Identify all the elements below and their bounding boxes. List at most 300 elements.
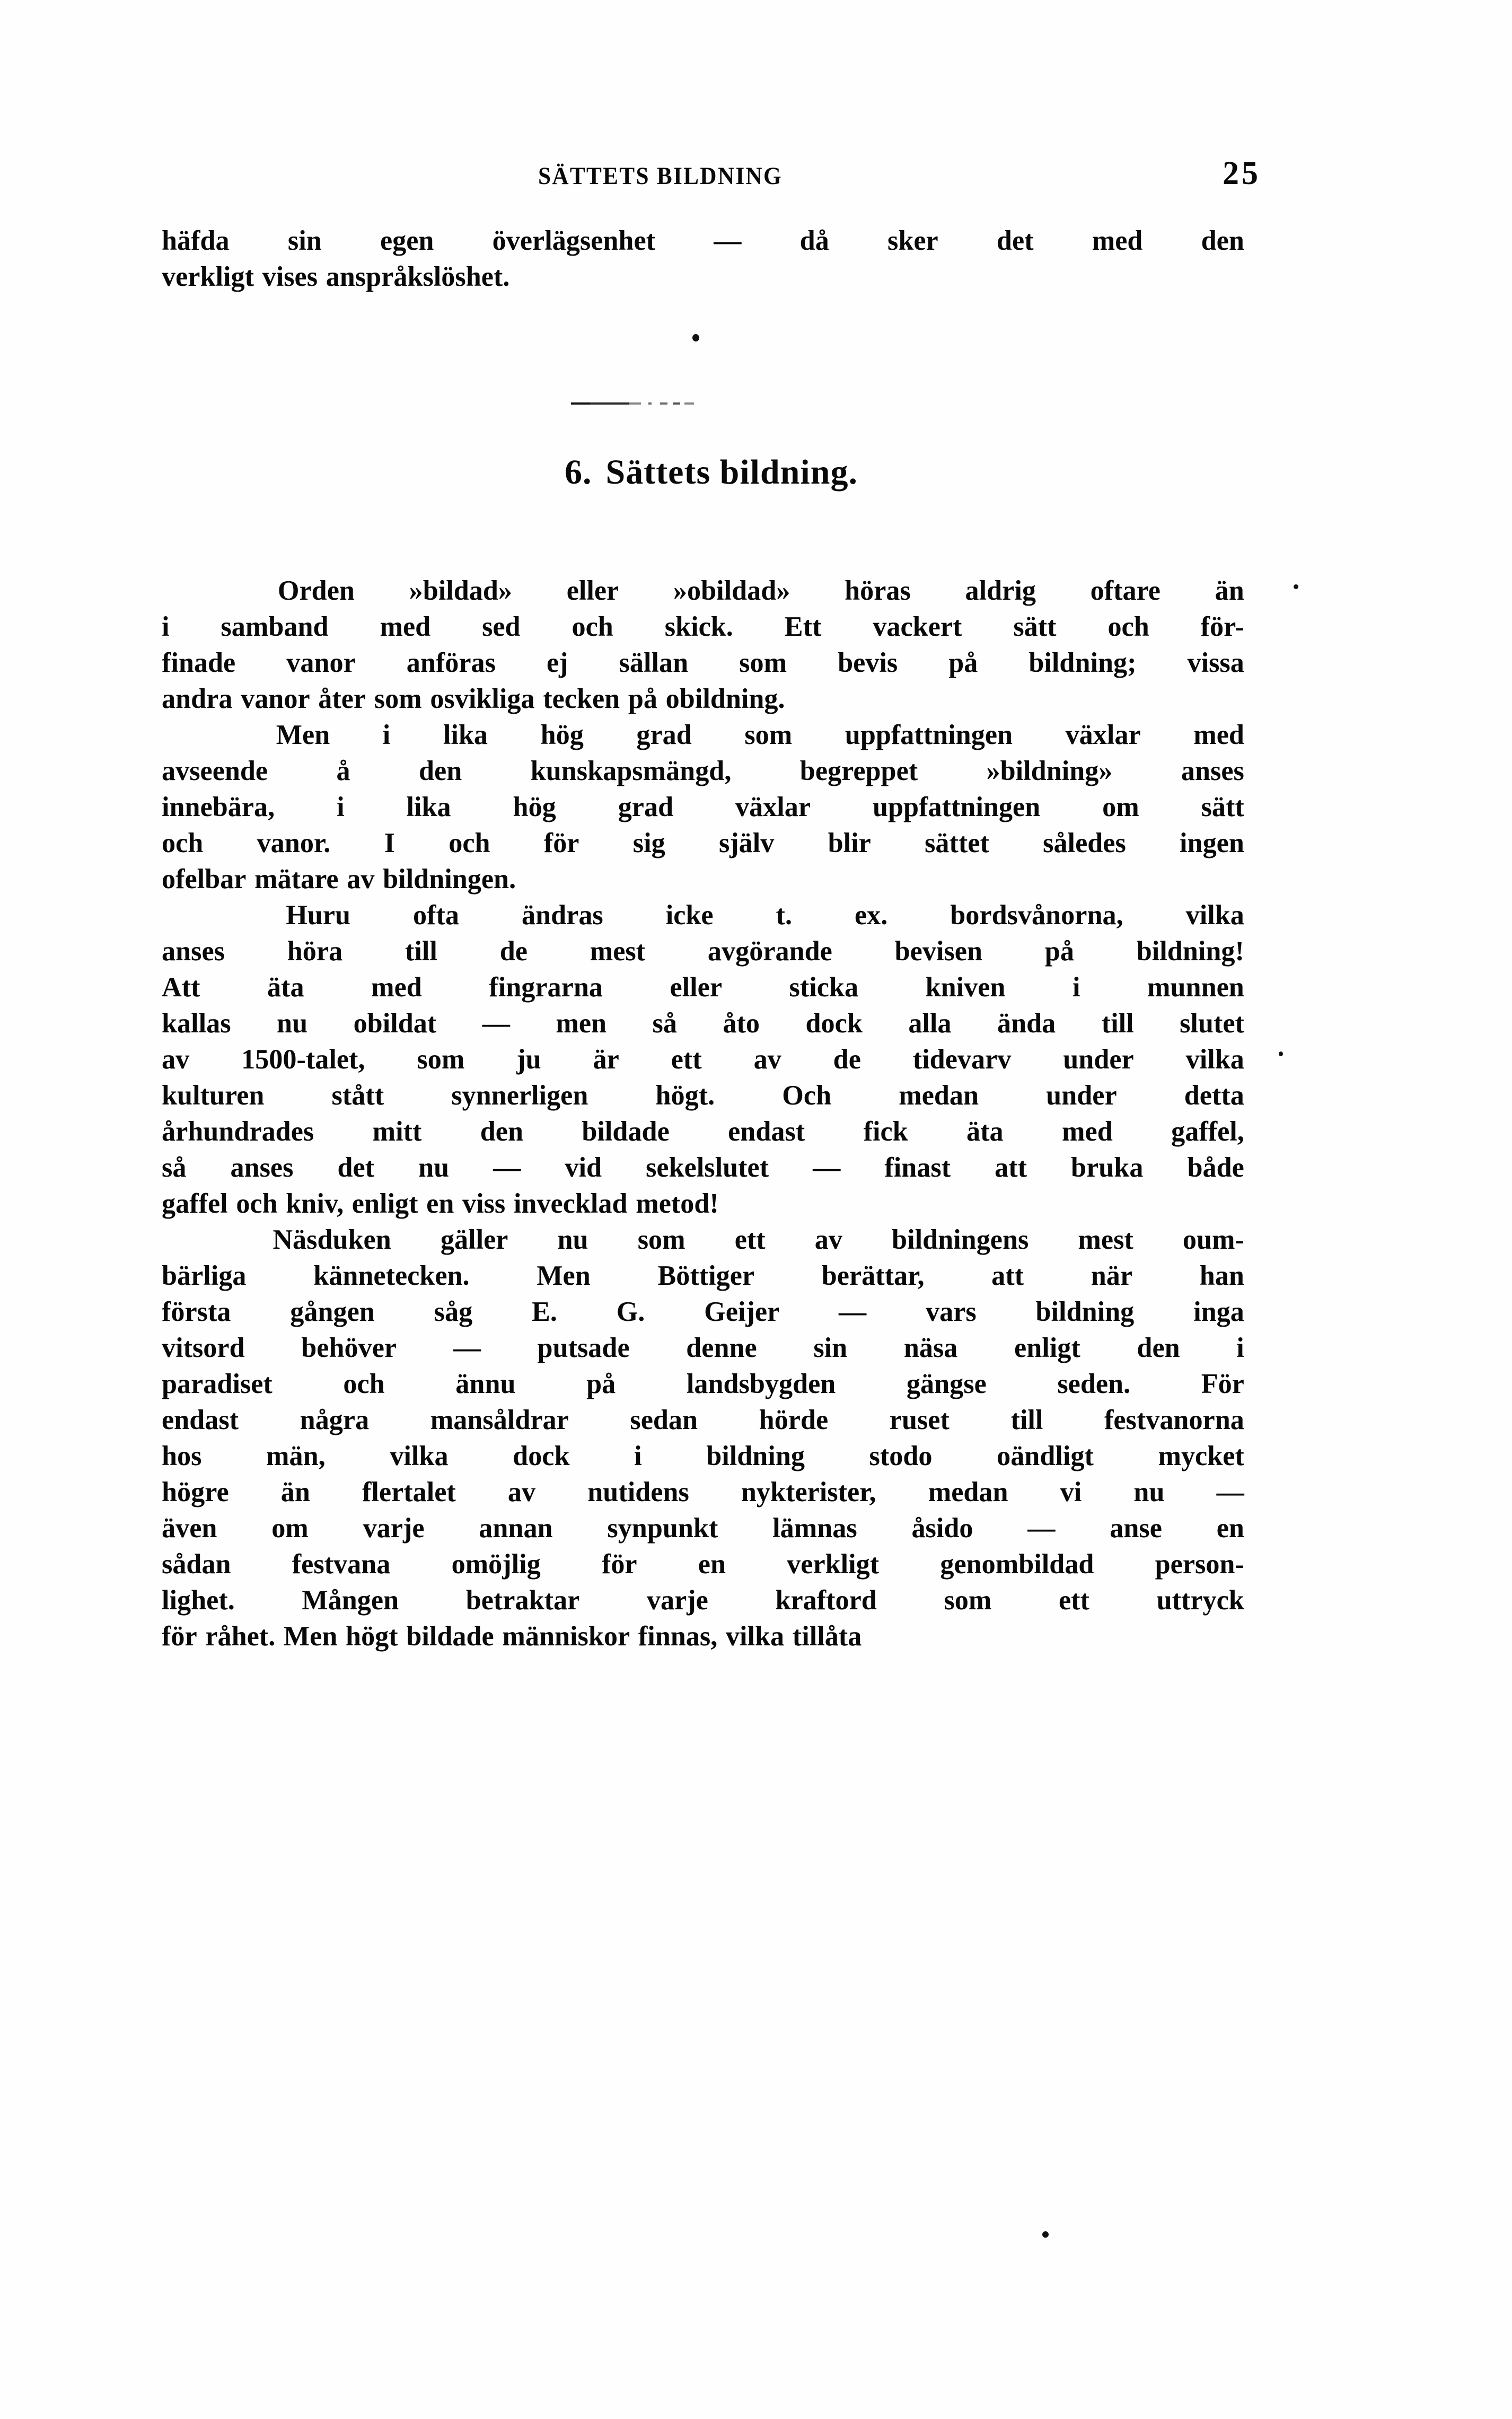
- text-line: [162, 223, 1244, 259]
- word: gängse: [906, 1369, 987, 1399]
- word: —: [838, 1296, 867, 1327]
- word: aldrig: [965, 575, 1036, 606]
- word: skick.: [664, 611, 733, 642]
- word: anses: [230, 1152, 294, 1183]
- word: om: [271, 1513, 309, 1544]
- word: avseende: [162, 756, 268, 786]
- word: så: [162, 1152, 187, 1183]
- word: vanor: [286, 647, 356, 678]
- text-line: [162, 681, 1244, 717]
- word: oftare: [1090, 575, 1161, 606]
- text-line: [162, 1114, 1244, 1150]
- scan-speck-artifact: [692, 334, 699, 341]
- word: viss: [462, 1188, 506, 1219]
- word: bildning: [706, 1441, 805, 1471]
- word: vanor: [241, 683, 310, 714]
- word: slutet: [1180, 1008, 1244, 1039]
- word: nu: [557, 1224, 588, 1255]
- word: och: [572, 611, 613, 642]
- word: denne: [686, 1333, 757, 1363]
- word: andra: [162, 683, 233, 714]
- word: bildning: [1035, 1296, 1135, 1327]
- word: att: [991, 1260, 1024, 1291]
- text-line: [162, 609, 1244, 645]
- word: mest: [590, 936, 646, 967]
- word: vid: [565, 1152, 602, 1183]
- word: det: [337, 1152, 375, 1183]
- word: en: [426, 1188, 454, 1219]
- word: Och: [782, 1080, 832, 1111]
- word: på: [1044, 936, 1074, 967]
- word: landsbygden: [686, 1369, 836, 1399]
- word: ej: [546, 647, 568, 678]
- word: Men: [537, 1260, 591, 1291]
- word: Att: [162, 972, 200, 1003]
- word: åter: [318, 683, 366, 714]
- word: och: [343, 1369, 385, 1399]
- word: mansåldrar: [430, 1405, 569, 1435]
- text-line: [162, 897, 1244, 933]
- word: tillåta: [792, 1621, 862, 1652]
- word: äta: [966, 1116, 1004, 1147]
- word: hörde: [759, 1405, 829, 1435]
- text-line: [162, 1258, 1244, 1294]
- word: G.: [616, 1296, 645, 1327]
- word: inga: [1193, 1296, 1244, 1327]
- word: kännetecken.: [313, 1260, 470, 1291]
- word: varje: [363, 1513, 425, 1544]
- text-line: [162, 789, 1244, 825]
- scan-speck-artifact: [1042, 2231, 1049, 2238]
- word: finast: [884, 1152, 951, 1183]
- word: och: [1107, 611, 1149, 642]
- word: Orden: [277, 575, 355, 606]
- word: oändligt: [997, 1441, 1094, 1471]
- word: de: [499, 936, 528, 967]
- word: begreppet: [799, 756, 918, 786]
- word: ännu: [455, 1369, 516, 1399]
- word: med: [380, 611, 431, 642]
- word: seden.: [1057, 1369, 1131, 1399]
- word: För: [1201, 1369, 1244, 1399]
- text-line: [162, 1474, 1244, 1510]
- word: Ett: [784, 611, 822, 642]
- word: Mången: [302, 1585, 399, 1616]
- word: högt.: [655, 1080, 715, 1111]
- word: synpunkt: [607, 1513, 718, 1544]
- word: vars: [926, 1296, 977, 1327]
- word: mätare: [254, 864, 339, 895]
- text-line: [162, 1294, 1244, 1330]
- word: om: [1102, 792, 1139, 822]
- word: festvanorna: [1104, 1405, 1244, 1435]
- word: »bildad»: [409, 575, 513, 606]
- word: enligt: [351, 1188, 418, 1219]
- word: betraktar: [465, 1585, 580, 1616]
- word: vilka: [1185, 1044, 1244, 1075]
- text-line: [162, 717, 1244, 753]
- word: vilka: [1185, 900, 1244, 931]
- scan-speck-artifact: [1279, 1051, 1283, 1056]
- word: höras: [845, 575, 911, 606]
- word: kulturen: [162, 1080, 265, 1111]
- text-line: [162, 1150, 1244, 1186]
- word: näsa: [903, 1333, 958, 1363]
- word: nu: [1133, 1477, 1165, 1508]
- word: kallas: [162, 1008, 231, 1039]
- word: person-: [1155, 1549, 1244, 1580]
- word: sätt: [1013, 611, 1057, 642]
- word: åsido: [911, 1513, 973, 1544]
- word: några: [300, 1405, 370, 1435]
- word: sätt: [1201, 792, 1244, 822]
- divider-rule: [571, 402, 694, 405]
- word: bildningens: [892, 1224, 1029, 1255]
- text-line: [162, 259, 1244, 295]
- text-line: [162, 1438, 1244, 1474]
- word: genombildad: [940, 1549, 1094, 1580]
- word: första: [162, 1296, 231, 1327]
- word: dock: [513, 1441, 570, 1471]
- word: bevis: [838, 647, 898, 678]
- word: flertalet: [362, 1477, 456, 1508]
- word: stått: [331, 1080, 384, 1111]
- word: synnerligen: [451, 1080, 588, 1111]
- word: åto: [723, 1008, 760, 1039]
- word: sker: [887, 225, 938, 256]
- word: grad: [636, 720, 692, 750]
- word: tidevarv: [912, 1044, 1012, 1075]
- text-line: [162, 1186, 1244, 1222]
- word: på: [586, 1369, 616, 1399]
- word: och: [449, 828, 490, 858]
- text-line: [162, 969, 1244, 1005]
- word: för-: [1200, 611, 1244, 642]
- word: som: [417, 1044, 465, 1075]
- page-number: 25: [1223, 155, 1261, 191]
- word: alla: [908, 1008, 952, 1039]
- word: sticka: [789, 972, 859, 1003]
- word: festvana: [292, 1549, 391, 1580]
- word: munnen: [1147, 972, 1244, 1003]
- text-line: [162, 645, 1244, 681]
- word: verkligt: [162, 261, 254, 292]
- word: uppfattningen: [845, 720, 1013, 750]
- word: en: [698, 1549, 726, 1580]
- word: anföras: [406, 647, 496, 678]
- word: —: [482, 1008, 510, 1039]
- word: överlägsenhet: [492, 225, 656, 256]
- word: mest: [1078, 1224, 1133, 1255]
- text-line: [162, 753, 1244, 789]
- word: på: [628, 683, 658, 714]
- word: fingrarna: [489, 972, 603, 1003]
- word: —: [493, 1152, 521, 1183]
- word: eller: [566, 575, 619, 606]
- word: när: [1091, 1260, 1133, 1291]
- word: putsade: [537, 1333, 630, 1363]
- word: Men: [283, 1621, 338, 1652]
- word: vanor.: [257, 828, 331, 858]
- word: till: [1101, 1008, 1134, 1039]
- text-line: [162, 1618, 1244, 1654]
- word: medan: [928, 1477, 1008, 1508]
- word: nu: [277, 1008, 308, 1039]
- word: 1500-talet,: [241, 1044, 365, 1075]
- word: århundrades: [162, 1116, 314, 1147]
- word: gaffel: [162, 1188, 228, 1219]
- word: ofelbar: [162, 864, 247, 895]
- word: avgörande: [707, 936, 832, 967]
- word: hög: [540, 720, 584, 750]
- word: en: [1216, 1513, 1244, 1544]
- word: med: [1092, 225, 1143, 256]
- word: gaffel,: [1171, 1116, 1244, 1147]
- word: osvikliga: [430, 683, 535, 714]
- word: ett: [734, 1224, 766, 1255]
- word: ofta: [413, 900, 460, 931]
- word: ruset: [889, 1405, 950, 1435]
- word: Huru: [286, 900, 351, 931]
- word: av: [753, 1044, 781, 1075]
- word: de: [833, 1044, 861, 1075]
- word: att: [995, 1152, 1027, 1183]
- word: eller: [670, 972, 723, 1003]
- word: —: [714, 225, 742, 256]
- text-line: [162, 1041, 1244, 1077]
- word: annan: [479, 1513, 553, 1544]
- word: vilka: [725, 1621, 785, 1652]
- word: lika: [406, 792, 451, 822]
- word: lämnas: [772, 1513, 857, 1544]
- word: den: [480, 1116, 523, 1147]
- scan-speck-artifact: [1294, 584, 1298, 589]
- word: nutidens: [587, 1477, 689, 1508]
- word: vackert: [873, 611, 962, 642]
- word: lika: [443, 720, 488, 750]
- running-head: [162, 157, 1261, 194]
- word: vi: [1060, 1477, 1082, 1508]
- word: gäller: [440, 1224, 508, 1255]
- section-divider: [162, 395, 1261, 416]
- word: egen: [380, 225, 434, 256]
- word: ända: [997, 1008, 1056, 1039]
- word: bordsvånorna,: [950, 900, 1123, 931]
- word: tecken: [543, 683, 620, 714]
- word: den: [1201, 225, 1244, 256]
- text-line: [162, 1582, 1244, 1618]
- word: omöjlig: [451, 1549, 541, 1580]
- word: bildning;: [1028, 647, 1137, 678]
- word: anses: [1181, 756, 1244, 786]
- word: nu: [418, 1152, 450, 1183]
- word: för: [601, 1549, 637, 1580]
- word: ex.: [854, 900, 888, 931]
- word: anspråkslöshet.: [326, 261, 510, 292]
- text-line: [162, 1402, 1244, 1438]
- word: som: [739, 647, 787, 678]
- running-head-title: SÄTTETS BILDNING: [538, 162, 783, 190]
- word: högt: [346, 1621, 398, 1652]
- word: grad: [618, 792, 674, 822]
- word: sed: [482, 611, 521, 642]
- text-line: [162, 933, 1244, 969]
- word: som: [944, 1585, 992, 1616]
- word: högre: [162, 1477, 229, 1508]
- word: i: [1072, 972, 1080, 1003]
- word: icke: [665, 900, 714, 931]
- word: till: [1010, 1405, 1043, 1435]
- word: I: [384, 828, 395, 858]
- word: under: [1046, 1080, 1117, 1111]
- word: ju: [516, 1044, 541, 1075]
- word: bruka: [1071, 1152, 1144, 1183]
- word: bildningen.: [383, 864, 516, 895]
- word: i: [162, 611, 170, 642]
- word: å: [336, 756, 350, 786]
- word: mycket: [1158, 1441, 1244, 1471]
- word: sin: [813, 1333, 848, 1363]
- word: sällan: [619, 647, 689, 678]
- word: —: [1216, 1477, 1244, 1508]
- word: växlar: [1065, 720, 1141, 750]
- word: råhet.: [205, 1621, 276, 1652]
- word: då: [799, 225, 829, 256]
- word: behöver: [301, 1333, 397, 1363]
- text-line: [162, 1366, 1244, 1402]
- word: sin: [287, 225, 322, 256]
- word: häfda: [162, 225, 230, 256]
- word: bärliga: [162, 1260, 247, 1291]
- word: anses: [162, 936, 225, 967]
- section-heading: [162, 455, 1261, 490]
- word: endast: [728, 1116, 805, 1147]
- word: således: [1043, 828, 1126, 858]
- word: med: [1193, 720, 1244, 750]
- word: —: [453, 1333, 481, 1363]
- word: höra: [287, 936, 343, 967]
- word: finnas,: [638, 1621, 718, 1652]
- word: bildade: [582, 1116, 670, 1147]
- text-line: [162, 1005, 1244, 1041]
- word: Men: [276, 720, 330, 750]
- word: men: [556, 1008, 607, 1039]
- text-line: [162, 825, 1244, 861]
- word: för: [543, 828, 579, 858]
- word: stodo: [869, 1441, 933, 1471]
- word: anse: [1110, 1513, 1162, 1544]
- word: sekelslutet: [646, 1152, 769, 1183]
- word: detta: [1184, 1080, 1244, 1111]
- word: så: [652, 1008, 677, 1039]
- word: ett: [1058, 1585, 1089, 1616]
- word: människor: [502, 1621, 630, 1652]
- word: finade: [162, 647, 236, 678]
- word: för: [162, 1621, 197, 1652]
- word: män,: [266, 1441, 326, 1471]
- word: paradiset: [162, 1369, 272, 1399]
- word: i: [1236, 1333, 1244, 1363]
- word: i: [337, 792, 345, 822]
- word: —: [1027, 1513, 1056, 1544]
- word: under: [1063, 1044, 1134, 1075]
- word: ett: [671, 1044, 702, 1075]
- word: bevisen: [894, 936, 982, 967]
- word: invecklad: [513, 1188, 628, 1219]
- word: sådan: [162, 1549, 231, 1580]
- word: Böttiger: [657, 1260, 755, 1291]
- word: i: [634, 1441, 642, 1471]
- word: fick: [863, 1116, 908, 1147]
- word: lighet.: [162, 1585, 235, 1616]
- word: på: [948, 647, 978, 678]
- word: vissa: [1187, 647, 1244, 678]
- page-text-body: [162, 223, 1261, 1654]
- word: endast: [162, 1405, 239, 1435]
- text-line: [162, 1222, 1244, 1258]
- word: nykterister,: [741, 1477, 876, 1508]
- word: vitsord: [162, 1333, 245, 1363]
- word: obildat: [353, 1008, 437, 1039]
- word: själv: [718, 828, 775, 858]
- text-line: [162, 1077, 1244, 1114]
- text-line: [162, 1546, 1244, 1582]
- word: av: [162, 1044, 190, 1075]
- word: han: [1199, 1260, 1244, 1291]
- word: uppfattningen: [872, 792, 1041, 822]
- word: den: [419, 756, 462, 786]
- word: samband: [221, 611, 329, 642]
- word: äta: [267, 972, 304, 1003]
- text-line: [162, 573, 1244, 609]
- word: som: [637, 1224, 685, 1255]
- word: kunskapsmängd,: [530, 756, 732, 786]
- word: både: [1187, 1152, 1244, 1183]
- word: kniv,: [286, 1188, 344, 1219]
- word: av: [814, 1224, 842, 1255]
- word: metod!: [636, 1188, 719, 1219]
- word: såg: [434, 1296, 473, 1327]
- word: den: [1137, 1333, 1180, 1363]
- word: gången: [290, 1296, 375, 1327]
- word: dock: [805, 1008, 863, 1039]
- word: som: [374, 683, 422, 714]
- section-title: Sättets bildning.: [605, 453, 858, 492]
- word: sättet: [925, 828, 989, 858]
- word: det: [996, 225, 1034, 256]
- word: berättar,: [821, 1260, 925, 1291]
- word: —: [813, 1152, 841, 1183]
- word: till: [405, 936, 437, 967]
- word: »obildad»: [673, 575, 790, 606]
- word: Näsduken: [272, 1224, 391, 1255]
- word: och: [162, 828, 204, 858]
- word: av: [347, 864, 375, 895]
- text-line: [162, 1330, 1244, 1366]
- word: E.: [531, 1296, 557, 1327]
- heading-gap: [162, 295, 1261, 573]
- word: med: [371, 972, 422, 1003]
- word: blir: [828, 828, 871, 858]
- word: bildade: [406, 1621, 494, 1652]
- word: kraftord: [775, 1585, 877, 1616]
- word: även: [162, 1513, 217, 1544]
- word: sedan: [630, 1405, 698, 1435]
- word: oum-: [1182, 1224, 1244, 1255]
- word: kniven: [925, 972, 1006, 1003]
- text-line: [162, 861, 1244, 897]
- word: »bildning»: [986, 756, 1113, 786]
